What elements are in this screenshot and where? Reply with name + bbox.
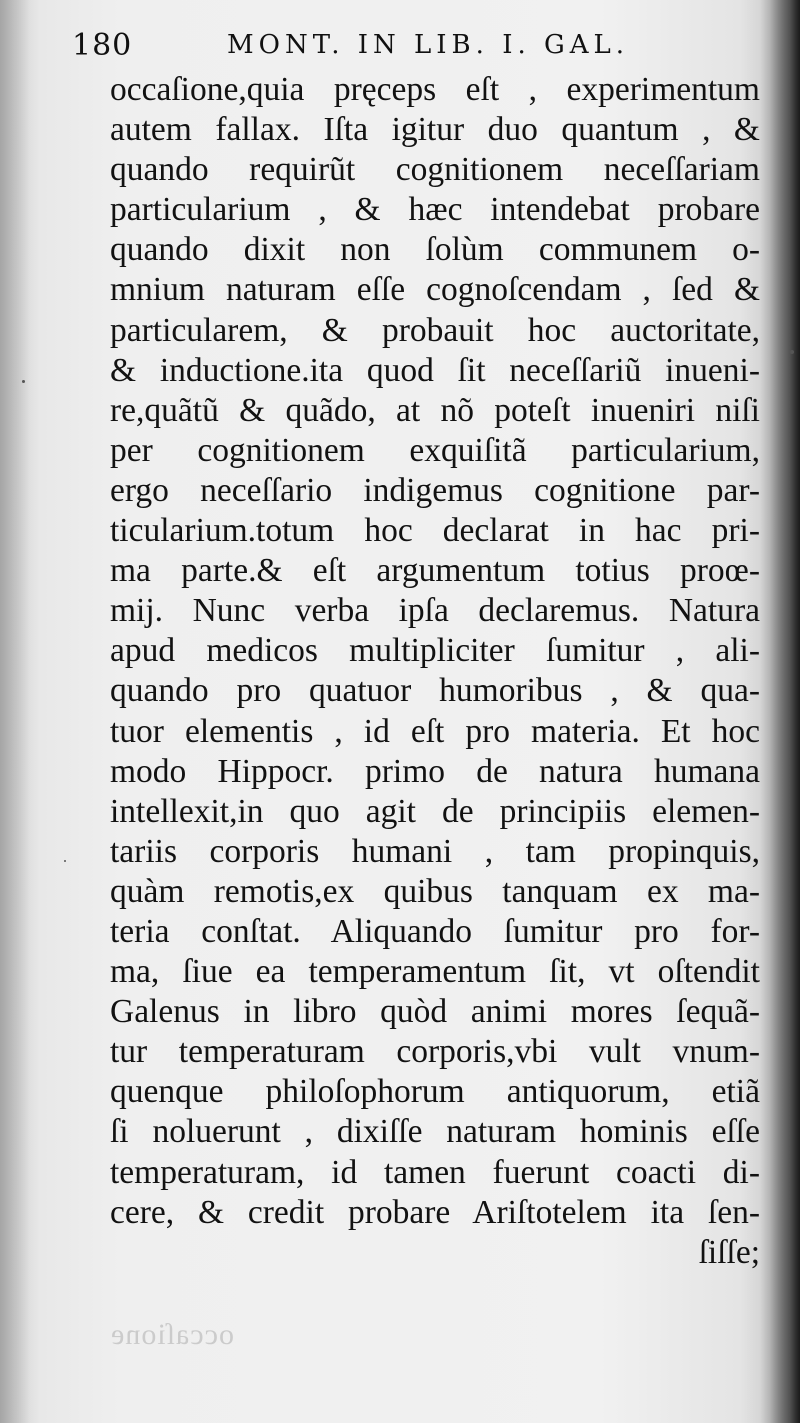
body-text [110,70,760,1273]
running-head: MONT. IN LIB. I. GAL. [227,30,630,60]
text-line: modo Hippocr. primo de natura humana [110,752,760,790]
text-line: quando dixit non ſolùm communem o- [110,231,760,269]
text-line: occaſione,quia pręceps eſt , experimentum [110,71,760,108]
text-line: mij. Nunc verba ipſa declaremus. Natura [110,592,760,630]
text-line: mnium naturam eſſe cognoſcendam , ſed & [110,271,760,309]
text-line: & inductione.ita quod ſit neceſſariũ inueni- [110,351,760,389]
text-line: Galenus in libro quòd animi mores ſequã- [110,993,760,1031]
page-number: 180 [72,28,133,63]
text-line: particularium , & hæc intendebat probare [110,191,760,229]
text-line: quàm remotis,ex quibus tanquam ex ma- [110,872,760,910]
text-line: re,quãtũ & quãdo, at nõ poteſt inueniri niſi [110,391,760,429]
text-line: ticularium.totum hoc declarat in hac pri- [110,512,760,550]
gutter-shadow [0,0,30,1423]
text-line: per cognitionem exquiſitã particularium, [110,431,760,469]
page-edge-shadow [760,0,800,1423]
text-line: particularem, & probauit hoc auctoritate, [110,311,760,349]
text-line: tur temperaturam corporis,vbi vult vnum- [110,1033,760,1071]
text-line: quando requirũt cognitionem neceſſariam [110,151,760,189]
text-line: intellexit,in quo agit de principiis elemen- [110,792,760,830]
text-line: cere, & credit probare Ariſtotelem ita ſen- [110,1193,760,1231]
page-header [72,24,672,68]
show-through-text: occaſione [110,1318,234,1351]
catchword: ſiſſe; [698,1233,760,1271]
text-line: autem fallax. Iſta igitur duo quantum , & [110,111,760,149]
text-line: temperaturam, id tamen fuerunt coacti di- [110,1153,760,1191]
text-line: ma, ſiue ea temperamentum ſit, vt oſtendit [110,953,760,991]
ink-speck [64,860,66,862]
text-line: tariis corporis humani , tam propinquis, [110,832,760,870]
text-line: ma parte.& eſt argumentum totius proœ- [110,552,760,590]
text-line: tuor elementis , id eſt pro materia. Et hoc [110,712,760,750]
text-line: teria conſtat. Aliquando ſumitur pro for- [110,912,760,950]
ink-speck [790,350,794,354]
text-line: apud medicos multipliciter ſumitur , ali- [110,632,760,670]
text-line: ſi noluerunt , dixiſſe naturam hominis eſſe [110,1113,760,1151]
text-line: quando pro quatuor humoribus , & qua- [110,672,760,710]
text-line: ergo neceſſario indigemus cognitione par- [110,471,760,509]
text-line: quenque philoſophorum antiquorum, etiã [110,1073,760,1111]
ink-speck [22,380,25,383]
